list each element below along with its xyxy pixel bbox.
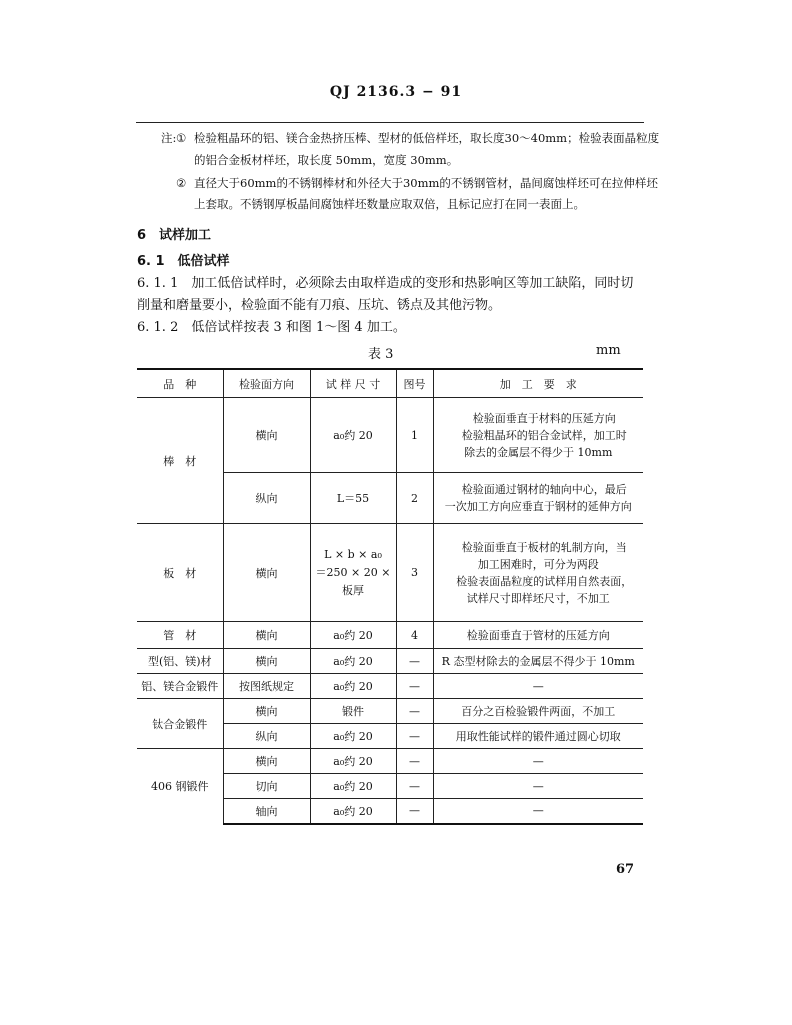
requirement-line: 一次加工方向应垂直于钢材的延伸方向 bbox=[444, 500, 632, 513]
requirement-cell bbox=[433, 473, 643, 524]
note-2-mark: ② bbox=[176, 176, 187, 190]
note-1-line-2: 的铝合金板材样坯，取长度 50mm，宽度 30mm。 bbox=[194, 153, 459, 167]
figure-cell: — bbox=[396, 699, 433, 724]
note-2-line-2: 上套取。不锈钢厚板晶间腐蚀样坯数量应取双倍，且标记应打在同一表面上。 bbox=[194, 197, 585, 211]
table-title: 表 3 bbox=[368, 347, 394, 362]
variety-cell: 406 钢锻件 bbox=[137, 749, 223, 824]
requirement-cell: R 态型材除去的金属层不得少于 10mm bbox=[433, 649, 643, 674]
size-cell: a₀约 20 bbox=[310, 799, 396, 824]
page-number: 67 bbox=[616, 862, 635, 877]
requirement-line: 检验面垂直于板材的轧制方向，当 bbox=[461, 540, 627, 554]
direction-cell: 横向 bbox=[223, 749, 310, 774]
section-6-heading: 6 试样加工 bbox=[137, 228, 212, 243]
variety-cell: 板 材 bbox=[137, 524, 223, 622]
figure-cell: 2 bbox=[396, 473, 433, 524]
direction-cell: 横向 bbox=[223, 699, 310, 724]
size-cell: a₀约 20 bbox=[310, 398, 396, 473]
requirement-line: 试样尺寸即样坯尺寸，不加工 bbox=[466, 591, 610, 605]
table-row bbox=[137, 699, 643, 724]
size-cell: a₀约 20 bbox=[310, 622, 396, 649]
variety-cell: 型(铝、镁)材 bbox=[137, 649, 223, 674]
size-cell: a₀约 20 bbox=[310, 774, 396, 799]
col-header-variety: 品 种 bbox=[137, 369, 223, 398]
size-cell bbox=[310, 524, 396, 622]
table-row bbox=[137, 749, 643, 774]
requirement-line: 检验面通过钢材的轴向中心，最后 bbox=[461, 483, 627, 496]
requirement-cell: — bbox=[433, 674, 643, 699]
requirement-line: 除去的金属层不得少于 10mm bbox=[464, 445, 613, 459]
table-header-row bbox=[137, 369, 643, 398]
header-rule bbox=[136, 122, 644, 123]
figure-cell: — bbox=[396, 799, 433, 824]
figure-cell: 1 bbox=[396, 398, 433, 473]
variety-cell: 钛合金锻件 bbox=[137, 699, 223, 749]
variety-cell: 棒 材 bbox=[137, 398, 223, 524]
col-header-direction: 检验面方向 bbox=[223, 369, 310, 398]
table-row bbox=[137, 674, 643, 699]
requirement-cell: — bbox=[433, 749, 643, 774]
col-header-figure: 图号 bbox=[396, 369, 433, 398]
direction-cell: 轴向 bbox=[223, 799, 310, 824]
size-line: ＝250 × 20 × 板厚 bbox=[315, 565, 391, 597]
direction-cell: 按图纸规定 bbox=[223, 674, 310, 699]
table-row bbox=[137, 398, 643, 473]
requirement-cell: — bbox=[433, 774, 643, 799]
section-6-1-1-line-2: 削量和磨量要小，检验面不能有刀痕、压坑、锈点及其他污物。 bbox=[137, 298, 502, 313]
size-cell: 锻件 bbox=[310, 699, 396, 724]
figure-cell: — bbox=[396, 724, 433, 749]
direction-cell: 横向 bbox=[223, 649, 310, 674]
figure-cell: — bbox=[396, 649, 433, 674]
requirement-cell: — bbox=[433, 799, 643, 824]
requirement-cell: 用取性能试样的锻件通过圆心切取 bbox=[433, 724, 643, 749]
section-6-1-heading: 6. 1 低倍试样 bbox=[137, 254, 230, 269]
direction-cell: 横向 bbox=[223, 622, 310, 649]
size-cell: L＝55 bbox=[310, 473, 396, 524]
requirement-line: 检验面垂直于材料的压延方向 bbox=[472, 411, 616, 425]
requirement-line: 加工困难时，可分为两段 bbox=[477, 557, 599, 571]
specimen-table bbox=[137, 368, 643, 825]
notes-label: 注: bbox=[161, 131, 177, 145]
requirement-cell: 百分之百检验锻件两面，不加工 bbox=[433, 699, 643, 724]
figure-cell: 3 bbox=[396, 524, 433, 622]
table-row bbox=[137, 622, 643, 649]
requirement-line: 检验表面晶粒度的试样用自然表面， bbox=[456, 574, 633, 588]
direction-cell: 横向 bbox=[223, 524, 310, 622]
col-header-requirement: 加 工 要 求 bbox=[433, 369, 643, 398]
direction-cell: 横向 bbox=[223, 398, 310, 473]
note-2-line-1: 直径大于60mm的不锈钢棒材和外径大于30mm的不锈钢管材，晶间腐蚀样坯可在拉伸样坯 bbox=[194, 176, 658, 190]
size-cell: a₀约 20 bbox=[310, 724, 396, 749]
size-cell: a₀约 20 bbox=[310, 749, 396, 774]
figure-cell: 4 bbox=[396, 622, 433, 649]
size-cell: a₀约 20 bbox=[310, 649, 396, 674]
table-unit: mm bbox=[596, 343, 621, 358]
size-cell: a₀约 20 bbox=[310, 674, 396, 699]
document-header: QJ 2136.3 − 91 bbox=[329, 84, 463, 100]
requirement-line: 检验粗晶环的铝合金试样，加工时 bbox=[461, 428, 627, 442]
requirement-cell bbox=[433, 398, 643, 473]
figure-cell: — bbox=[396, 749, 433, 774]
direction-cell: 纵向 bbox=[223, 473, 310, 524]
size-line: L × b × a₀ bbox=[324, 547, 382, 561]
table-row bbox=[137, 649, 643, 674]
variety-cell: 管 材 bbox=[137, 622, 223, 649]
figure-cell: — bbox=[396, 674, 433, 699]
table-row bbox=[137, 524, 643, 622]
requirement-cell bbox=[433, 524, 643, 622]
direction-cell: 切向 bbox=[223, 774, 310, 799]
figure-cell: — bbox=[396, 774, 433, 799]
section-6-1-1-line-1: 6. 1. 1 加工低倍试样时，必须除去由取样造成的变形和热影响区等加工缺陷，同时切 bbox=[137, 276, 634, 291]
variety-cell: 铝、镁合金锻件 bbox=[137, 674, 223, 699]
section-6-1-2: 6. 1. 2 低倍试样按表 3 和图 1～图 4 加工。 bbox=[137, 320, 406, 335]
requirement-cell: 检验面垂直于管材的压延方向 bbox=[433, 622, 643, 649]
note-1-mark: ① bbox=[176, 131, 187, 145]
note-1-line-1: 检验粗晶环的铝、镁合金热挤压棒、型材的低倍样坯，取长度30～40mm；检验表面晶粒度 bbox=[194, 131, 660, 145]
col-header-size: 试 样 尺 寸 bbox=[310, 369, 396, 398]
direction-cell: 纵向 bbox=[223, 724, 310, 749]
